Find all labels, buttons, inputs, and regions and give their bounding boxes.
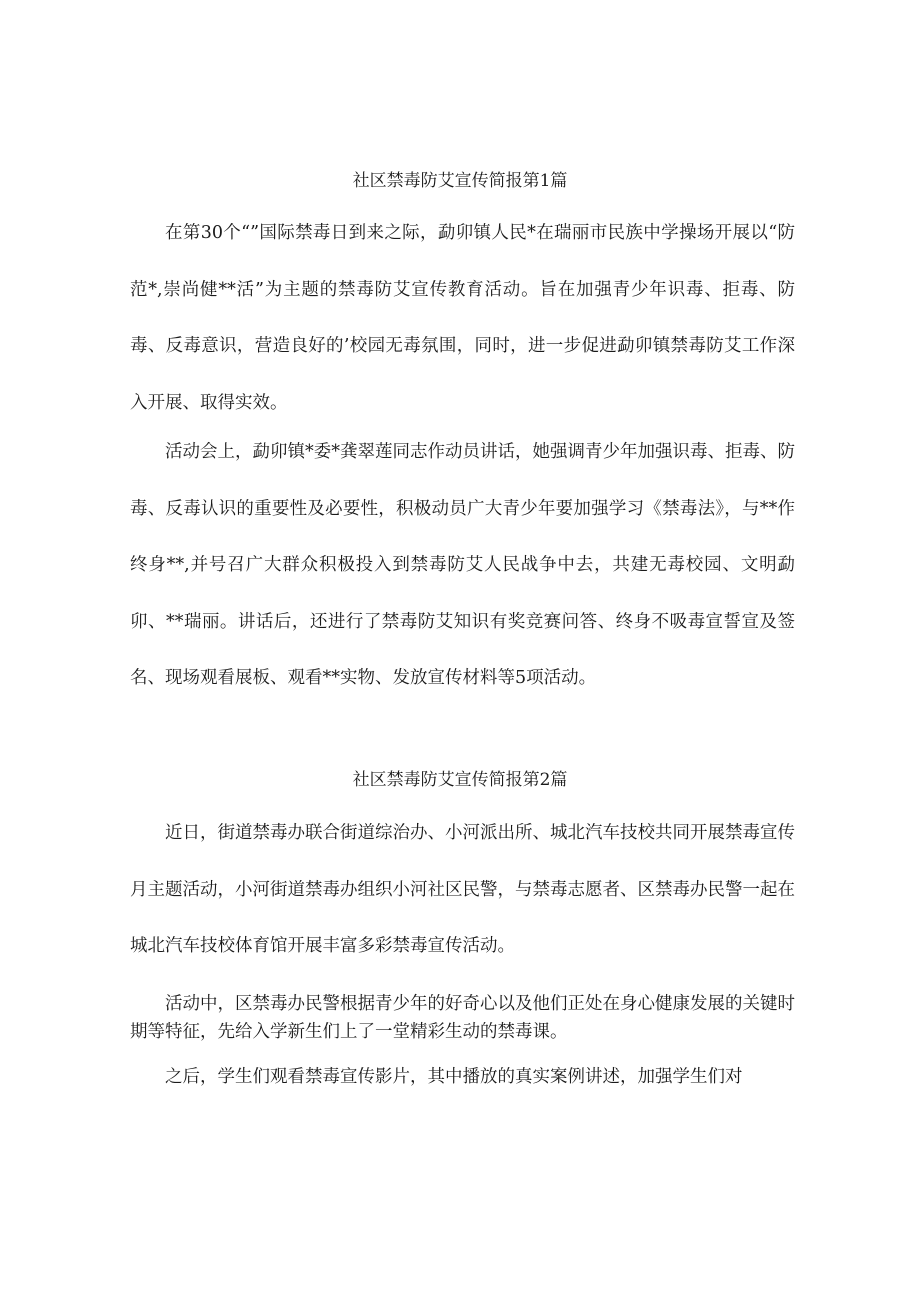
section-2-paragraph-2: 活动中，区禁毒办民警根据青少年的好奇心以及他们正处在身心健康发展的关键时期等特征，先给入学新生们上了一堂精彩生动的禁毒课。 (130, 994, 795, 1042)
section-1-title: 社区禁毒防艾宣传简报第1篇 (352, 171, 568, 191)
section-1-paragraph-1: 在第30个“”国际禁毒日到来之际，勐卯镇人民*在瑞丽市民族中学操场开展以“防范*,崇尚健**活”为主题的禁毒防艾宣传教育活动。旨在加强青少年识毒、拒毒、防毒、反毒意识，营造良好的’校园无毒氛围，同时，进一步促进勐卯镇禁毒防艾工作深入开展、取得实效。 (130, 223, 795, 413)
section-2-paragraph-3: 之后，学生们观看禁毒宣传影片，其中播放的真实案例讲述，加强学生们对 (165, 1067, 743, 1087)
section-2-paragraph-1: 近日，街道禁毒办联合街道综治办、小河派出所、城北汽车技校共同开展禁毒宣传月主题活动，小河街道禁毒办组织小河社区民警，与禁毒志愿者、区禁毒办民警一起在城北汽车技校体育馆开展丰富多彩禁毒宣传活动。 (130, 823, 795, 956)
section-2-title: 社区禁毒防艾宣传简报第2篇 (352, 770, 568, 790)
section-1-paragraph-2: 活动会上，勐卯镇*委*龚翠莲同志作动员讲话，她强调青少年加强识毒、拒毒、防毒、反毒认识的重要性及必要性，积极动员广大青少年要加强学习《禁毒法》，与**作终身**,并号召广大群众积极投入到禁毒防艾人民战争中去，共建无毒校园、文明勐卯、**瑞丽。讲话后，还进行了禁毒防艾知识有奖竞赛问答、终身不吸毒宣誓宣及签名、现场观看展板、观看**实物、发放宣传材料等5项活动。 (130, 442, 795, 688)
